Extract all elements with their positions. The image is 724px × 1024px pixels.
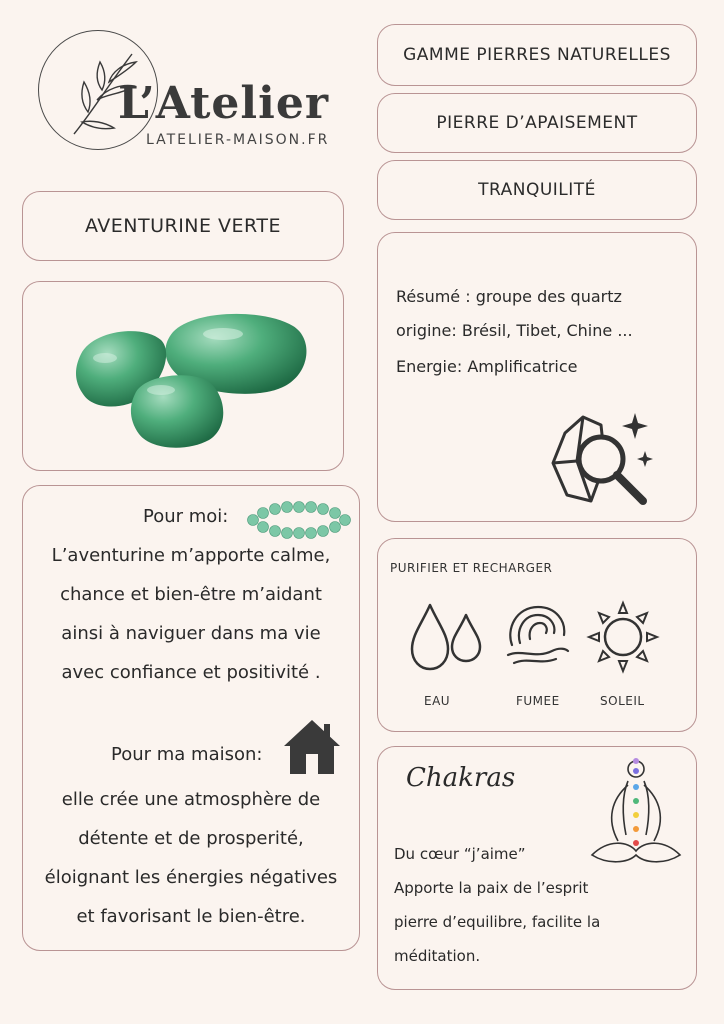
stone-name-box xyxy=(22,191,344,261)
tag-tranquilite xyxy=(377,160,697,220)
info-origine: origine: Brésil, Tibet, Chine ... xyxy=(396,321,633,340)
chakras-line: Apporte la paix de l’esprit xyxy=(394,879,589,897)
pour-maison-heading: Pour ma maison: xyxy=(111,744,263,765)
pour-maison-line: détente et de prosperité, xyxy=(78,828,304,849)
tag-tranquilite-label: TRANQUILITÉ xyxy=(478,180,596,200)
bracelet-icon xyxy=(245,500,353,540)
pour-moi-line: L’aventurine m’apporte calme, xyxy=(51,545,331,566)
chakras-title: Chakras xyxy=(406,763,516,793)
stone-name: AVENTURINE VERTE xyxy=(84,215,281,237)
stone-photo xyxy=(23,282,343,470)
purifier-box xyxy=(377,538,697,732)
pour-maison-line: éloignant les énergies négatives xyxy=(44,867,338,888)
pour-maison-line: et favorisant le bien-être. xyxy=(76,906,306,927)
usage-box xyxy=(22,485,360,951)
purifier-soleil: SOLEIL xyxy=(600,694,645,708)
pour-moi-heading: Pour moi: xyxy=(143,506,229,527)
pour-moi-text xyxy=(23,536,359,692)
crystal-magnifier-icon xyxy=(543,403,658,513)
pour-moi-line: ainsi à naviguer dans ma vie xyxy=(61,623,321,644)
chakras-text xyxy=(394,837,600,973)
chakras-line: Du cœur “j’aime” xyxy=(394,845,526,863)
chakras-line: méditation. xyxy=(394,947,481,965)
water-drops-icon xyxy=(408,599,486,675)
pour-moi-line: avec confiance et positivité . xyxy=(61,662,321,683)
pour-maison-text xyxy=(23,780,359,936)
logo-url: LATELIER-MAISON.FR xyxy=(146,132,330,148)
chakras-box xyxy=(377,746,697,990)
brand-logo xyxy=(38,28,338,158)
logo-title: L’Atelier xyxy=(118,78,329,129)
purifier-title: PURIFIER ET RECHARGER xyxy=(390,561,553,575)
house-icon xyxy=(280,716,344,776)
sun-icon xyxy=(585,599,661,675)
info-box xyxy=(377,232,697,522)
tag-gamme-label: GAMME PIERRES NATURELLES xyxy=(403,45,671,65)
smoke-swirl-icon xyxy=(502,599,572,669)
meditation-figure-icon xyxy=(588,755,684,873)
purifier-eau: EAU xyxy=(424,694,451,708)
stone-photo-box xyxy=(22,281,344,471)
pour-maison-line: elle crée une atmosphère de xyxy=(61,789,321,810)
tag-gamme xyxy=(377,24,697,86)
purifier-fumee: FUMEE xyxy=(516,694,560,708)
tag-pierre xyxy=(377,93,697,153)
info-energie: Energie: Amplificatrice xyxy=(396,357,578,376)
chakras-line: pierre d’equilibre, facilite la xyxy=(394,913,601,931)
info-resume: Résumé : groupe des quartz xyxy=(396,287,622,306)
pour-moi-line: chance et bien-être m’aidant xyxy=(60,584,322,605)
tag-pierre-label: PIERRE D’APAISEMENT xyxy=(436,113,638,133)
